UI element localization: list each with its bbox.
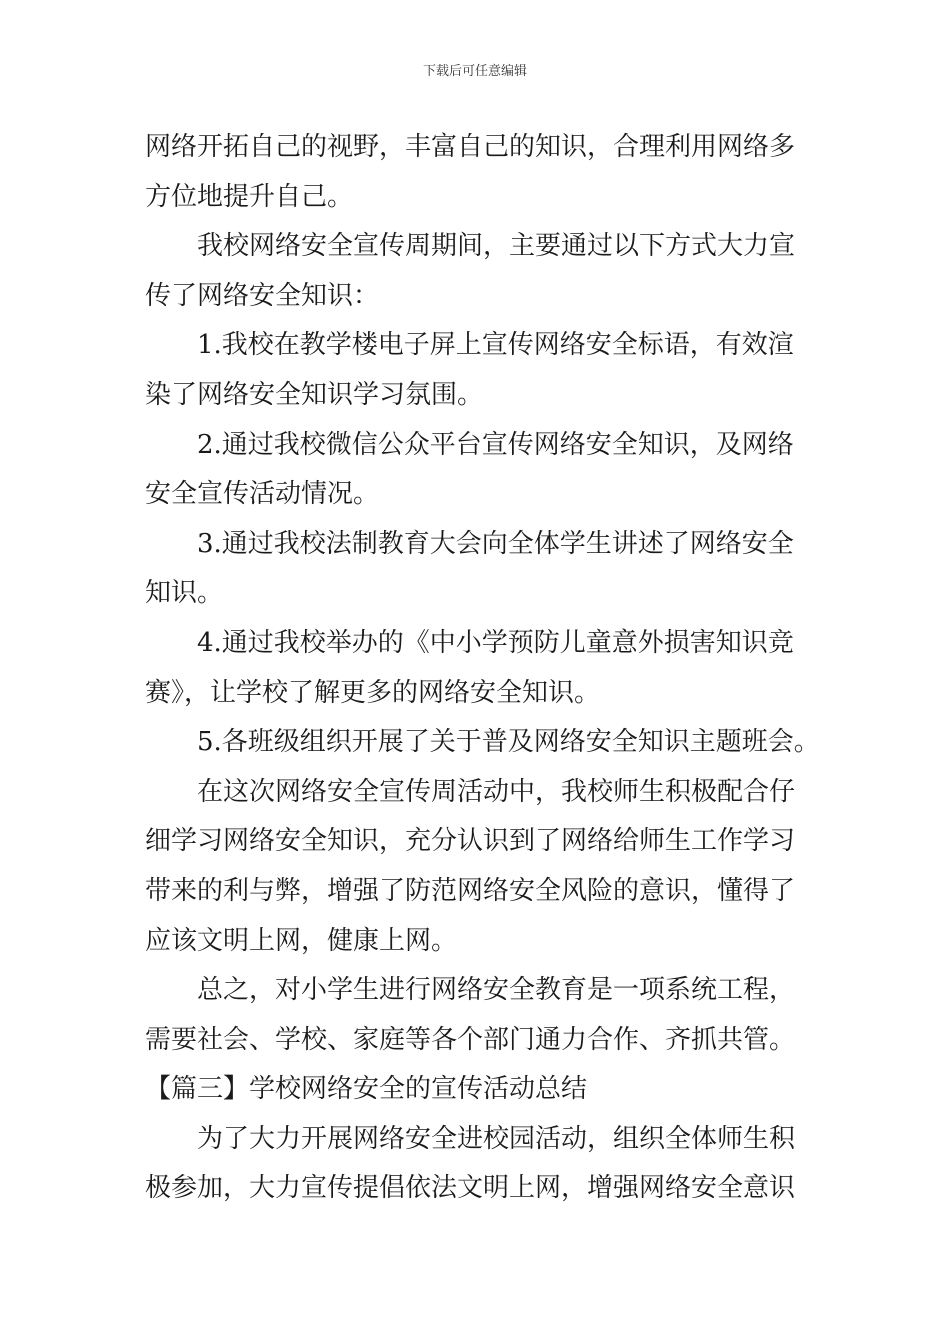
text-line: 总之，对小学生进行网络安全教育是一项系统工程， bbox=[197, 975, 796, 1006]
text-line: 方位地提升自己。 bbox=[145, 181, 354, 212]
text-line: 安全宣传活动情况。 bbox=[145, 479, 380, 510]
text-line: 网络开拓自己的视野，丰富自己的知识，合理利用网络多 bbox=[145, 132, 796, 162]
text-line: 为了大力开展网络安全进校园活动，组织全体师生积 bbox=[197, 1123, 796, 1154]
text-line: 在这次网络安全宣传周活动中，我校师生积极配合仔 bbox=[197, 776, 796, 807]
text-line: 知识。 bbox=[145, 578, 224, 609]
page-header: 下载后可任意编辑 bbox=[422, 64, 527, 79]
list-item-1: 1.我校在教学楼电子屏上宣传网络安全标语，有效渲 bbox=[197, 330, 794, 361]
list-item-5: 5.各班级组织开展了关于普及网络安全知识主题班会。 bbox=[197, 727, 820, 758]
document-body bbox=[145, 123, 820, 1214]
text-line: 染了网络安全知识学习氛围。 bbox=[145, 379, 484, 410]
text-line: 需要社会、学校、家庭等各个部门通力合作、齐抓共管。 bbox=[145, 1024, 796, 1055]
text-line: 带来的利与弊，增强了防范网络安全风险的意识，懂得了 bbox=[145, 875, 796, 906]
text-line: 极参加，大力宣传提倡依法文明上网，增强网络安全意识 bbox=[145, 1173, 796, 1204]
list-item-3: 3.通过我校法制教育大会向全体学生讲述了网络安全 bbox=[197, 528, 794, 559]
list-item-2: 2.通过我校微信公众平台宣传网络安全知识，及网络 bbox=[197, 429, 794, 460]
text-line: 我校网络安全宣传周期间，主要通过以下方式大力宣 bbox=[197, 231, 796, 262]
list-item-4: 4.通过我校举办的《中小学预防儿童意外损害知识竞 bbox=[197, 627, 794, 658]
text-line: 赛》，让学校了解更多的网络安全知识。 bbox=[145, 677, 601, 708]
text-line: 传了网络安全知识： bbox=[145, 280, 380, 311]
text-line: 细学习网络安全知识，充分认识到了网络给师生工作学习 bbox=[145, 826, 796, 857]
text-line: 应该文明上网，健康上网。 bbox=[145, 925, 458, 956]
section-heading: 【篇三】学校网络安全的宣传活动总结 bbox=[145, 1074, 588, 1105]
